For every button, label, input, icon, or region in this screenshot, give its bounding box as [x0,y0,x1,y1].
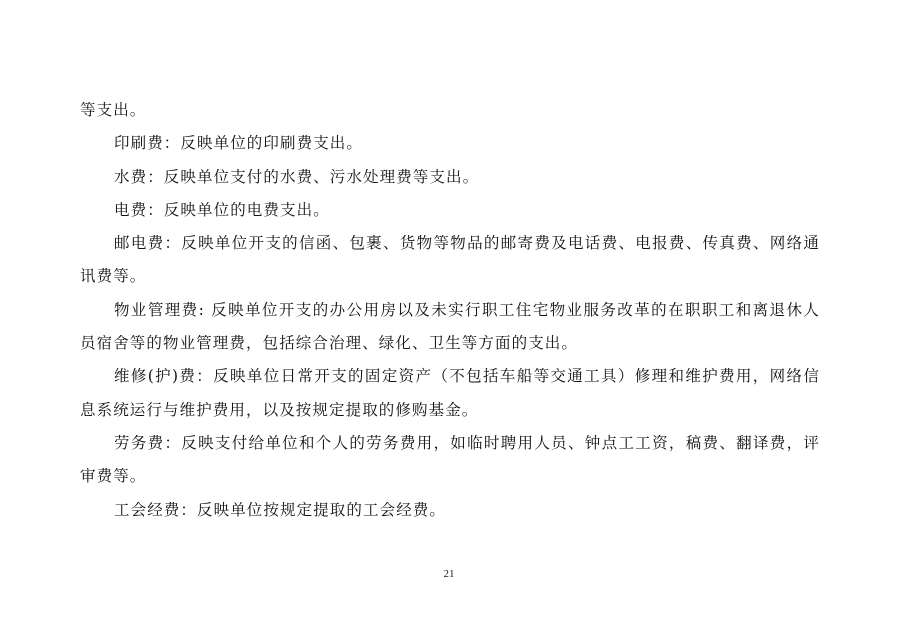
paragraph-continuation: 等支出。 [80,101,147,119]
paragraph-labor-service-fee: 劳务费：反映支付给单位和个人的劳务费用，如临时聘用人员、钟点工工资，稿费、翻译费，评审费等。 [80,433,820,486]
paragraph-water-fee: 水费：反映单位支付的水费、污水处理费等支出。 [114,167,480,186]
page-number: 21 [443,568,455,580]
paragraph-electricity-fee: 电费：反映单位的电费支出。 [114,200,330,219]
document-body [80,94,820,527]
paragraph-maintenance-fee: 维修(护)费：反映单位日常开支的固定资产（不包括车船等交通工具）修理和维护费用，网络信息系统运行与维护费用，以及按规定提取的修购基金。 [80,367,820,419]
paragraph-printing-fee: 印刷费：反映单位的印刷费支出。 [114,134,364,153]
paragraph-postal-telecom-fee: 邮电费：反映单位开支的信函、包裹、货物等物品的邮寄费及电话费、电报费、传真费、网络通讯费等。 [80,234,820,286]
paragraph-trade-union-fund: 工会经费：反映单位按规定提取的工会经费。 [114,500,447,519]
paragraph-property-management-fee: 物业管理费: 反映单位开支的办公用房以及未实行职工住宅物业服务改革的在职职工和离退休人员宿舍等的物业管理费，包括综合治理、绿化、卫生等方面的支出。 [80,300,820,353]
